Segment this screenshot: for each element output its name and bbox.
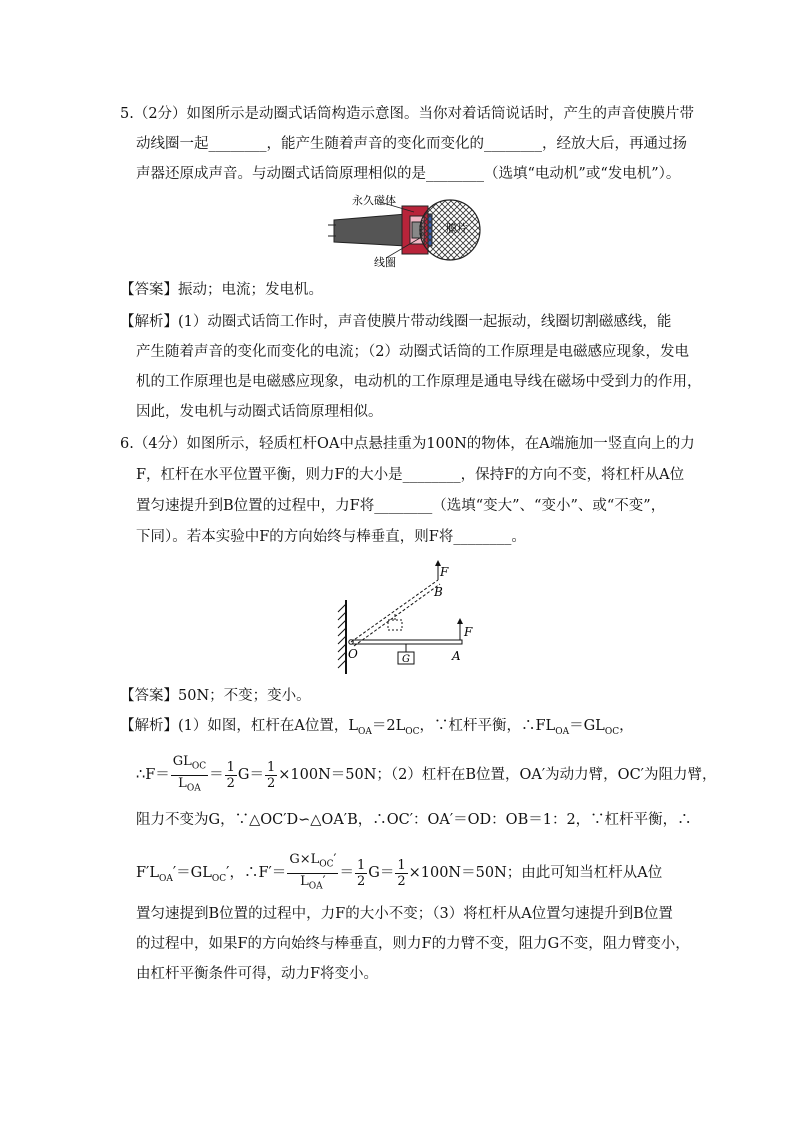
frac-den: 2	[226, 775, 235, 791]
frac-den: ′	[322, 873, 326, 889]
q5-analysis-line4: 因此，发电机与动圈式话筒原理相似。	[136, 404, 383, 420]
frac-num: G×L	[289, 852, 320, 867]
fraction	[171, 754, 208, 796]
a1-text: ＝2L	[371, 718, 406, 734]
q5-analysis-line1: 【解析】(1）动圈式话筒工作时，声音使膜片带动线圈一起振动，线圈切割磁感线，能	[120, 314, 672, 330]
formula-text: ×100N＝50N；由此可知当杠杆从A位	[408, 865, 663, 882]
q5-answer: 【答案】振动；电流；发电机。	[120, 282, 323, 298]
q5-stem-line2: 动线圈一起________，能产生随着声音的变化而变化的________，经放大后，再通过扬	[136, 136, 687, 152]
formula-text: ′，∴F′＝	[226, 865, 287, 882]
sub: OC	[191, 761, 207, 772]
frac-den: L	[178, 775, 187, 791]
q5-stem-line3: 声器还原成声音。与动圈式话筒原理相似的是________（选填“电动机”或“发电机”）。	[136, 166, 681, 182]
frac-num: 1	[226, 759, 235, 775]
q6-analysis-line1	[120, 716, 634, 742]
q6-analysis-line3: 阻力不变为G，∵△OC′D∽△OA′B，∴OC′：OA′＝OD：OB＝1：2，∵杠杆平衡，∴	[136, 812, 692, 828]
q6-analysis-line6: 的过程中，如果F的方向始终与棒垂直，则力F的力臂不变，阻力G不变，阻力臂变小，	[136, 936, 690, 952]
sub: OC	[405, 726, 420, 737]
fraction	[287, 852, 338, 894]
frac-num: 1	[266, 759, 276, 775]
formula-text: ′＝GL	[172, 865, 212, 882]
q5-stem-line1: 5.（2分）如图所示是动圈式话筒构造示意图。当你对着话筒说话时，产生的声音使膜片带	[120, 106, 695, 122]
label-diaphragm: 膜片	[446, 222, 468, 235]
sub: OC	[319, 859, 334, 870]
sub: OC	[211, 873, 227, 884]
sub: OA	[186, 783, 201, 794]
frac-num: GL	[172, 754, 192, 769]
label-F-right: F	[464, 625, 473, 639]
frac-num: 1	[356, 857, 366, 873]
q6-stem-line2: F，杠杆在水平位置平衡，则力F的大小是________，保持F的方向不变，将杠杆从A位	[136, 467, 685, 483]
a1-text: ＝GL	[569, 718, 605, 734]
q6-stem-line3: 置匀速提升到B位置的过程中，力F将________（选填“变大”、“变小”、或“不变”，	[136, 498, 666, 514]
fraction	[225, 760, 237, 791]
sub: OA	[357, 726, 372, 737]
q6-analysis-line4	[136, 852, 662, 894]
a1-text: ，	[619, 718, 634, 734]
label-G: G	[402, 654, 410, 665]
q6-answer: 【答案】50N；不变；变小。	[120, 688, 311, 704]
formula-text: F′L	[136, 865, 159, 882]
label-magnet: 永久磁体	[352, 194, 396, 207]
a1-text: 【解析】(1）如图，杠杆在A位置，L	[120, 718, 358, 734]
label-B: B	[434, 585, 443, 599]
frac-den: 2	[266, 775, 276, 791]
label-F-top: F	[440, 565, 449, 579]
label-coil: 线圈	[374, 256, 396, 268]
a1-text: ，∵杠杆平衡，∴FL	[419, 718, 556, 734]
q5-analysis-line3: 机的工作原理也是电磁感应现象，电动机的工作原理是通电导线在磁场中受到力的作用，	[136, 374, 702, 390]
frac-den: L	[300, 873, 309, 889]
label-A: A	[452, 649, 461, 663]
frac-num: ′	[333, 852, 337, 867]
frac-den: 2	[356, 873, 366, 889]
q6-analysis-line5: 置匀速提到B位置的过程中，力F的大小不变；（3）将杠杆从A位置匀速提升到B位置	[136, 906, 673, 922]
formula-text: ＝	[209, 767, 224, 784]
q5-analysis-line2: 产生随着声音的变化而变化的电流；（2）动圈式话筒的工作原理是电磁感应现象，发电	[136, 344, 689, 360]
sub: OA	[158, 873, 173, 884]
lever-diagram	[334, 556, 480, 680]
formula-text: ×100N＝50N；（2）杠杆在B位置，OA′为动力臂，OC′为阻力臂，	[278, 767, 717, 784]
q6-stem-line1: 6.（4分）如图所示，轻质杠杆OA中点悬挂重为100N的物体，在A端施加一竖直向上的力	[120, 436, 695, 452]
fraction	[355, 858, 367, 889]
frac-num: 1	[397, 857, 406, 873]
label-O: O	[348, 647, 358, 661]
formula-text: G＝	[237, 767, 264, 784]
formula-text: G＝	[368, 865, 395, 882]
q6-stem-line4: 下同）。若本实验中F的方向始终与棒垂直，则F将________。	[136, 529, 526, 545]
formula-text: ＝	[339, 865, 354, 882]
microphone-diagram	[328, 192, 484, 268]
sub: OA	[555, 726, 570, 737]
q6-analysis-line7: 由杠杆平衡条件可得，动力F将变小。	[136, 966, 379, 982]
sub: OA	[308, 881, 323, 892]
q6-analysis-line2	[136, 754, 716, 796]
fraction	[265, 760, 277, 791]
sub: OC	[604, 726, 620, 737]
fraction	[395, 858, 407, 889]
frac-den: 2	[397, 873, 406, 889]
formula-text: ∴F＝	[136, 767, 170, 784]
